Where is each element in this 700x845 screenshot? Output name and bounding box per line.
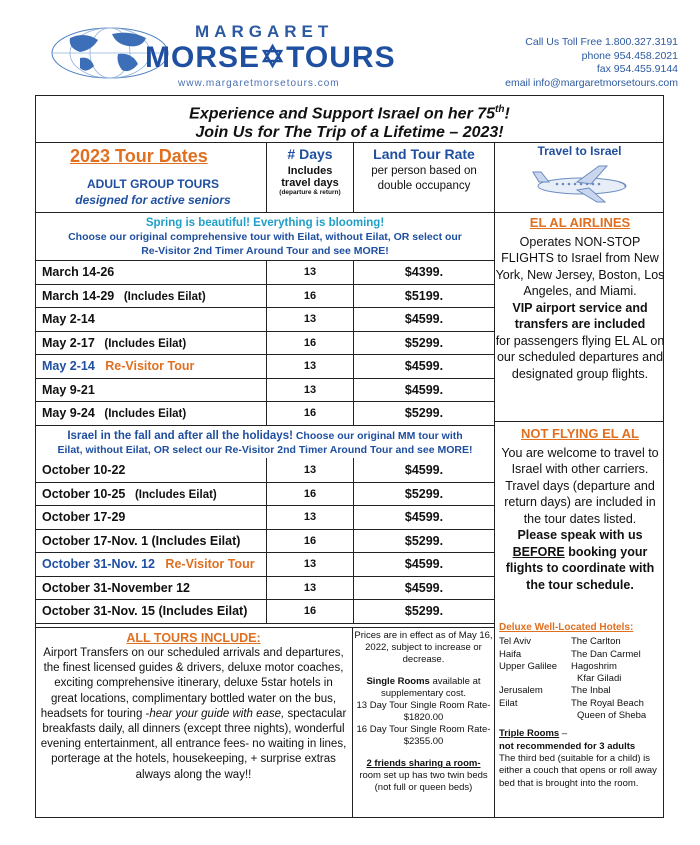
tour-price: $4599. <box>404 312 444 326</box>
tour-price: $4599. <box>404 463 444 477</box>
hotel-name: Queen of Sheba <box>577 710 647 722</box>
row-divider <box>35 505 494 506</box>
row-divider <box>35 576 494 577</box>
tour-days: 13 <box>303 360 317 372</box>
tour-price: $5199. <box>404 288 444 303</box>
hotel-row <box>499 685 664 697</box>
tour-days: 13 <box>303 266 317 278</box>
headline-line1: Experience and Support Israel on her 75 <box>189 105 496 123</box>
hotel-city <box>499 673 571 685</box>
days-column-header: # Days Includes travel days (departure & return) <box>279 146 341 196</box>
hotels-table <box>499 636 664 722</box>
hotel-city <box>499 710 571 722</box>
hotel-name: The Inbal <box>571 685 611 697</box>
contact-fax: fax 954.455.9144 <box>596 63 678 75</box>
hotel-name: The Royal Beach <box>571 697 644 709</box>
tour-date: May 2-14 Re-Visitor Tour <box>42 359 195 373</box>
adult-group-label: ADULT GROUP TOURS designed for active seniors <box>75 177 231 207</box>
headline: Experience and Support Israel on her 75th! Join Us for The Trip of a Lifetime – 2023! <box>35 100 664 142</box>
row-divider <box>35 623 494 624</box>
not-elal-info: NOT FLYING EL AL You are welcome to travel to Israel with other carriers. Travel days (departure and return days) are included in the tour dates listed. Please speak with us BEFORE booking your flights to coordinate with the tour schedule. <box>501 426 659 592</box>
tour-date: May 2-14 <box>42 312 95 326</box>
hotel-row <box>499 661 664 673</box>
headline-line2: Join Us for The Trip of a Lifetime – 2023! <box>195 124 504 142</box>
tour-days: 16 <box>303 407 317 419</box>
divider <box>494 421 664 422</box>
hotel-city: Upper Galilee <box>499 660 558 672</box>
divider <box>35 627 494 628</box>
column-divider <box>266 458 267 623</box>
brand-name: MORSE✡TOURS <box>145 41 396 74</box>
row-divider <box>35 425 494 426</box>
divider <box>494 212 664 213</box>
contact-phone-tollfree: Call Us Toll Free 1.800.327.3191 <box>525 36 678 48</box>
tour-days: 13 <box>303 383 317 396</box>
hotel-city: Tel Aviv <box>499 636 532 648</box>
tour-date: March 14-26 <box>42 265 115 279</box>
row-divider <box>35 529 494 530</box>
row-divider <box>35 307 494 308</box>
column-divider <box>353 458 354 623</box>
includes-text: Airport Transfers on our scheduled arrivals and departures, the finest licensed guides & drivers, deluxe motor coaches, exciting comprehensive itinerary, deluxe 5star hotels in great locations, complimentary bottled water on the bus, headsets for touring -hear your guide with ease, spectacular breakfasts daily, all dinners (except three nights), wonderful evening entertainment, all entrance fees- no waiting in lines, porterage at the hotels, housekeeping, + surprise extras always along the way!! <box>40 647 347 781</box>
row-divider <box>35 552 494 553</box>
tour-days: 16 <box>303 289 317 302</box>
tour-date: May 9-24 (Includes Eilat) <box>42 406 187 420</box>
tour-days: 13 <box>303 558 317 570</box>
tour-days: 13 <box>303 581 317 594</box>
row-divider <box>35 401 494 402</box>
tour-date: March 14-29 (Includes Eilat) <box>42 288 206 303</box>
tour-price: $4599. <box>404 580 444 595</box>
tour-price: $4599. <box>404 382 444 397</box>
hotel-name: The Carlton <box>571 636 621 648</box>
tour-date: October 10-22 <box>42 463 126 477</box>
tour-date: May 2-17 (Includes Eilat) <box>42 335 187 350</box>
tour-date: October 31-November 12 <box>42 580 190 595</box>
tour-days: 13 <box>303 464 317 476</box>
hotel-name: Hagoshrim <box>571 660 617 672</box>
tour-price: $5299. <box>404 335 444 350</box>
hotels-info: Deluxe Well-Located Hotels: Tel Aviv The Carlton Haifa The Dan Carmel Upper Galilee Hagoshrim Kfar Giladi Jerusalem The Inbal Eilat The Royal Beach Queen of Sheba Triple Rooms – not recommended for 3 adults The third bed (suitable for a child) is either a couch that opens or roll away bed that is brought into the room. <box>499 622 664 790</box>
tour-date: October 17-29 <box>42 510 126 524</box>
tour-price: $4599. <box>404 557 444 571</box>
tour-date: October 17-Nov. 1 (Includes Eilat) <box>42 533 241 548</box>
tour-dates-title: 2023 Tour Dates <box>70 146 208 166</box>
tour-price: $4399. <box>404 265 444 279</box>
hotel-name: The Dan Carmel <box>571 648 641 660</box>
hotel-row <box>499 649 664 661</box>
column-divider <box>266 260 267 425</box>
hotel-city: Jerusalem <box>499 685 543 697</box>
row-divider <box>35 599 494 600</box>
tour-days: 16 <box>303 605 317 617</box>
tour-date: October 31-Nov. 15 (Includes Eilat) <box>42 604 248 618</box>
tour-days: 16 <box>303 487 317 500</box>
includes-title: ALL TOURS INCLUDE: <box>126 631 261 645</box>
column-divider <box>353 260 354 425</box>
price-notes: Prices are in effect as of May 16, 2022, subject to increase or decrease. Single Rooms available at supplementary cost. 13 Day Tour Single Room Rate- $1820.00 16 Day Tour Single Room Rate- $2355.00 2 friends sharing a room- room set up has two twin beds (not full or queen beds) <box>354 630 493 793</box>
contact-info <box>505 36 678 90</box>
tour-price: $4599. <box>404 359 444 373</box>
row-divider <box>35 378 494 379</box>
hotel-row <box>499 673 664 685</box>
hotel-name: Kfar Giladi <box>577 673 622 685</box>
elal-info: EL AL AIRLINES Operates NON-STOP FLIGHTS to Israel from New York, New Jersey, Boston, Los Angeles, and Miami. VIP airport service and transfers are included for passengers flying EL AL on our scheduled departures and designated group flights. <box>495 215 665 381</box>
contact-email[interactable]: email info@margaretmorsetours.com <box>505 76 678 89</box>
tour-price: $5299. <box>404 604 444 618</box>
letterhead <box>0 0 700 92</box>
contact-phone: phone 954.458.2021 <box>581 49 678 62</box>
tour-date: May 9-21 <box>42 382 95 397</box>
row-divider <box>35 284 494 285</box>
tour-date: October 10-25 (Includes Eilat) <box>42 486 217 501</box>
tour-days: 16 <box>303 336 317 349</box>
tour-price: $4599. <box>404 510 444 524</box>
tour-days: 16 <box>303 534 317 547</box>
hotel-row <box>499 698 664 710</box>
hotel-city: Haifa <box>499 648 522 660</box>
travel-label: Travel to Israel <box>537 144 622 158</box>
brand-top: MARGARET <box>195 22 334 41</box>
spring-section-header: Spring is beautiful! Everything is blooming! Choose our original comprehensive tour with Eilat, without Eilat, OR select our Re-Visitor 2nd Timer Around Tour and see MORE! <box>68 217 462 257</box>
hotel-city: Eilat <box>499 697 518 709</box>
rate-column-header: Land Tour Rate per person based on double occupancy <box>371 146 477 192</box>
tour-date: October 31-Nov. 12 Re-Visitor Tour <box>42 557 255 571</box>
tour-price: $5299. <box>404 486 444 501</box>
hotel-row <box>499 636 664 648</box>
tour-price: $5299. <box>404 406 444 420</box>
divider <box>35 260 494 261</box>
fall-section-header: Israel in the fall and after all the holidays! Choose our original MM tour with Eilat, without Eilat, OR select our Re-Visitor 2nd Timer Around Tour and see MORE! <box>57 430 473 456</box>
row-divider <box>35 354 494 355</box>
hotel-row <box>499 710 664 722</box>
tour-price: $5299. <box>404 533 444 548</box>
tour-days: 13 <box>303 511 317 523</box>
brand-url[interactable]: www.margaretmorsetours.com <box>178 78 340 89</box>
row-divider <box>35 482 494 483</box>
row-divider <box>35 331 494 332</box>
tour-days: 13 <box>303 313 317 325</box>
airplane-icon <box>527 160 637 206</box>
